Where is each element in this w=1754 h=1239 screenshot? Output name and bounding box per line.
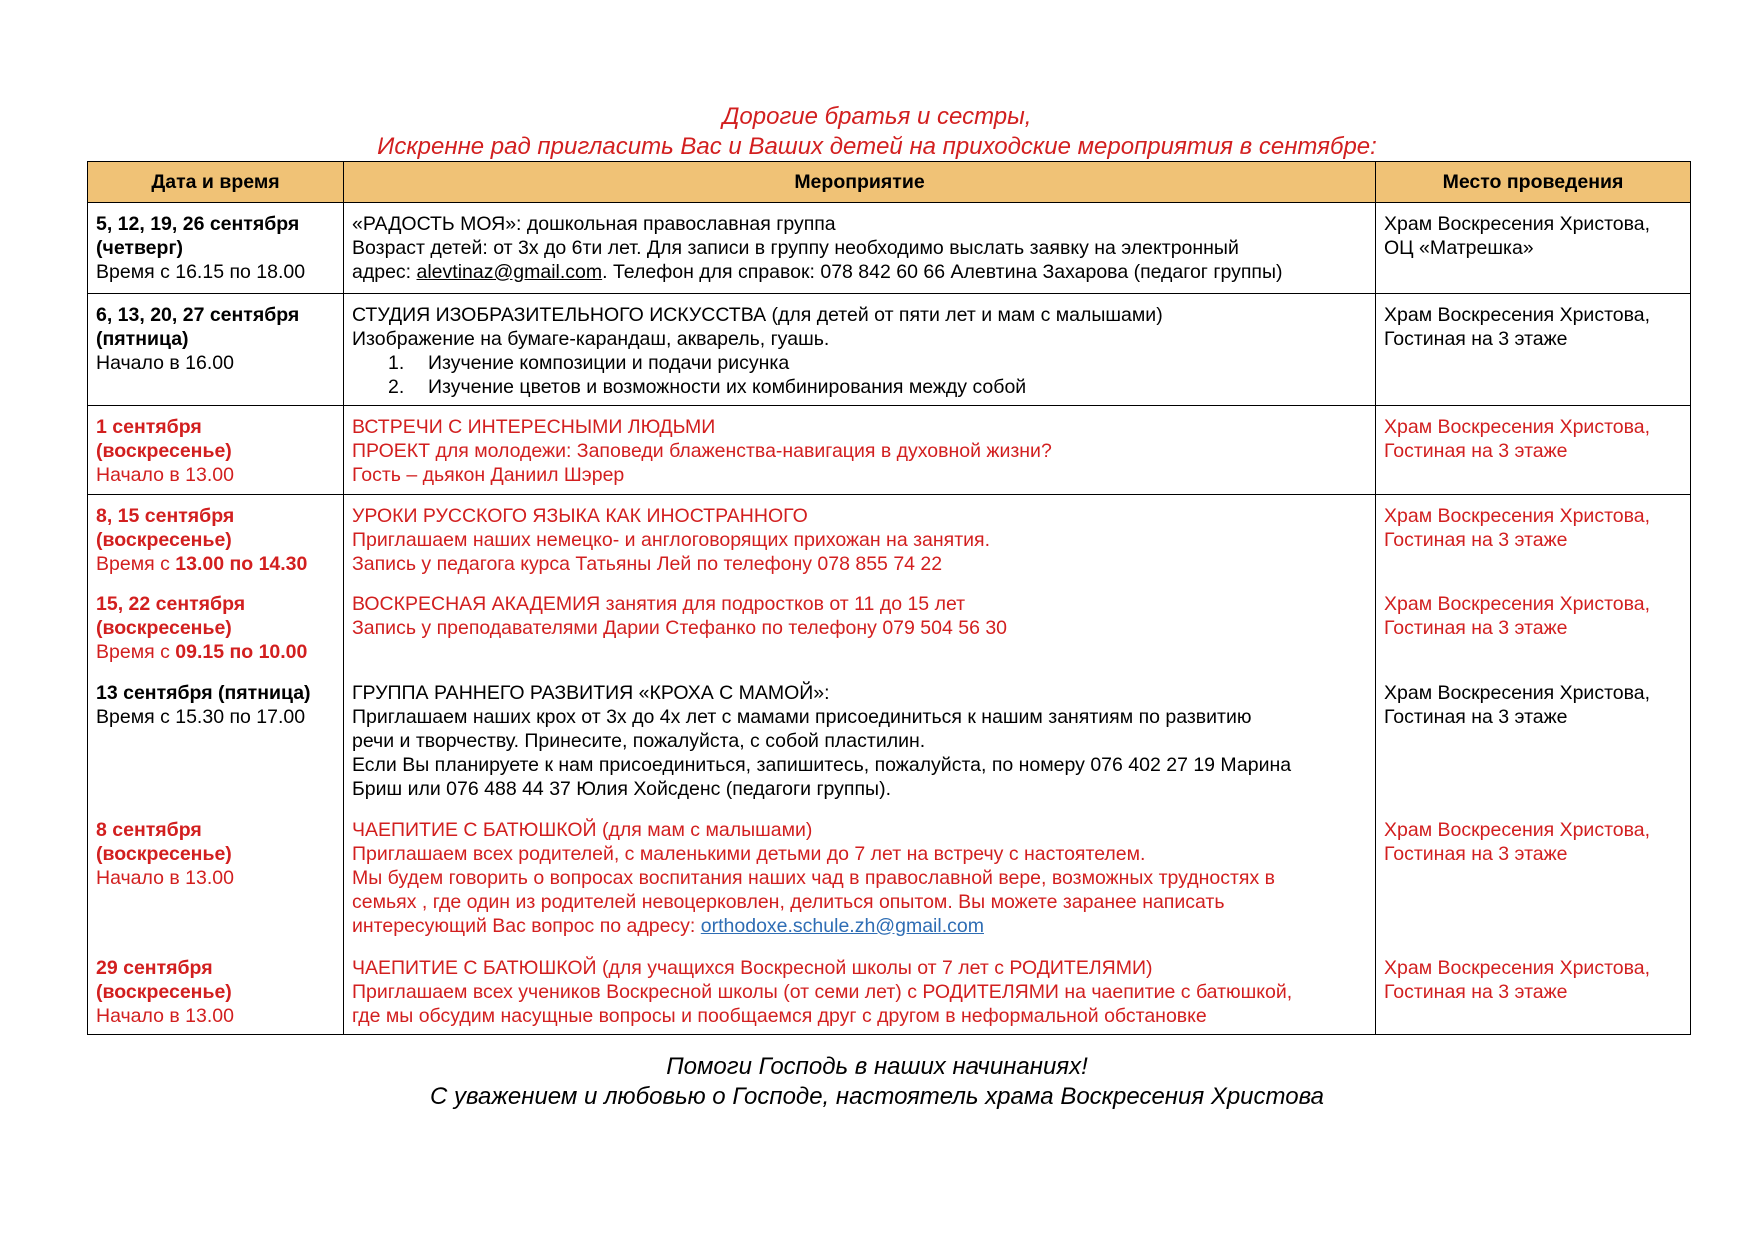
event-description: Приглашаем всех учеников Воскресной школы (от семи лет) с РОДИТЕЛЯМИ на чаепитие с батюшкой, (352, 980, 1293, 1003)
text-fragment: . Телефон для справок: 078 842 60 66 Алевтина Захарова (педагог группы) (602, 261, 1283, 283)
place-line: Храм Воскресения Христова, (1384, 956, 1651, 979)
table-row (88, 809, 1691, 947)
place-line: Гостиная на 3 этаже (1384, 529, 1568, 551)
place-cell (1376, 672, 1691, 809)
closing-line-1: Помоги Господь в наших начинаниях! (666, 1053, 1088, 1080)
list-text: Изучение композиции и подачи рисунка (428, 352, 790, 374)
date-cell (88, 947, 344, 1035)
text-fragment: Время с (96, 640, 176, 663)
event-description: где мы обсудим насущные вопросы и пообщаемся друг с другом в неформальной обстановке (352, 1004, 1207, 1027)
event-title: ВСТРЕЧИ С ИНТЕРЕСНЫМИ ЛЮДЬМИ (352, 416, 716, 438)
place-line: Гостиная на 3 этаже (1384, 616, 1568, 639)
event-description (352, 914, 1367, 938)
event-description: ПРОЕКТ для молодежи: Заповеди блаженства-навигация в духовной жизни? (352, 440, 1052, 462)
place-cell (1376, 406, 1691, 495)
column-header-event: Мероприятие (344, 162, 1376, 203)
event-title: «РАДОСТЬ МОЯ»: дошкольная православная группа (352, 213, 836, 235)
event-description: Если Вы планируете к нам присоединиться, запишитесь, пожалуйста, по номеру 076 402 27 19 Марина (352, 753, 1292, 776)
place-line: Храм Воскресения Христова, (1384, 505, 1651, 527)
event-description: Приглашаем наших крох от 3х до 4х лет с мамами присоединиться к нашим занятиям по развитию (352, 705, 1252, 728)
place-line: Гостиная на 3 этаже (1384, 980, 1568, 1003)
greeting-line-2: Искренне рад пригласить Вас и Ваших детей на приходские мероприятия в сентябре: (377, 133, 1377, 160)
event-description: Изображение на бумаге-карандаш, акварель, гуашь. (352, 328, 830, 350)
event-description: Приглашаем всех родителей, с маленькими детьми до 7 лет на встречу с настоятелем. (352, 842, 1146, 865)
event-date: 8 сентября (96, 818, 202, 841)
event-cell (344, 947, 1376, 1035)
event-date: 13 сентября (пятница) (96, 681, 311, 704)
place-line: Храм Воскресения Христова, (1384, 818, 1651, 841)
event-time (96, 640, 335, 664)
event-title: ЧАЕПИТИЕ С БАТЮШКОЙ (для учащихся Воскресной школы от 7 лет с РОДИТЕЛЯМИ) (352, 956, 1153, 979)
text-fragment: адрес: (352, 261, 417, 283)
time-range: 13.00 по 14.30 (175, 553, 308, 575)
event-description: Гость – дьякон Даниил Шэрер (352, 464, 625, 486)
event-time: Начало в 13.00 (96, 866, 234, 889)
event-cell (344, 495, 1376, 583)
event-description: Бриш или 076 488 44 37 Юлия Хойсденс (педагоги группы). (352, 777, 891, 800)
event-cell (344, 406, 1376, 495)
column-header-date: Дата и время (88, 162, 344, 203)
events-table (87, 161, 1691, 1035)
email-link[interactable]: orthodoxe.schule.zh@gmail.com (700, 914, 984, 937)
event-time: Начало в 13.00 (96, 1004, 234, 1027)
date-cell (88, 495, 344, 583)
event-description: речи и творчеству. Принесите, пожалуйста, с собой пластилин. (352, 729, 926, 752)
event-time: Начало в 16.00 (96, 352, 234, 374)
event-title: ЧАЕПИТИЕ С БАТЮШКОЙ (для мам с малышами) (352, 818, 813, 841)
place-line: ОЦ «Матрешка» (1384, 237, 1534, 259)
event-date: 5, 12, 19, 26 сентября (96, 213, 300, 235)
event-cell (344, 672, 1376, 809)
table-row (88, 947, 1691, 1035)
event-day: (воскресенье) (96, 980, 232, 1003)
event-title: ГРУППА РАННЕГО РАЗВИТИЯ «КРОХА С МАМОЙ»: (352, 681, 830, 704)
place-line: Гостиная на 3 этаже (1384, 842, 1568, 865)
date-cell (88, 672, 344, 809)
table-row (88, 583, 1691, 672)
event-description: Запись у педагога курса Татьяны Лей по телефону 078 855 74 22 (352, 553, 943, 575)
event-date: 8, 15 сентября (96, 505, 235, 527)
event-description: Запись у преподавателями Дарии Стефанко по телефону 079 504 56 30 (352, 616, 1008, 639)
list-item (352, 351, 1367, 375)
closing-line-2: С уважением и любовью о Господе, настоятель храма Воскресения Христова (430, 1083, 1324, 1110)
event-day: (воскресенье) (96, 842, 232, 865)
greeting-line-1: Дорогие братья и сестры, (722, 103, 1032, 130)
event-time: Начало в 13.00 (96, 464, 234, 486)
table-row (88, 495, 1691, 583)
event-cell (344, 203, 1376, 294)
place-line: Храм Воскресения Христова, (1384, 213, 1651, 235)
event-day: (четверг) (96, 237, 184, 259)
column-header-place: Место проведения (1376, 162, 1691, 203)
place-line: Гостиная на 3 этаже (1384, 328, 1568, 350)
event-description: Возраст детей: от 3х до 6ти лет. Для записи в группу необходимо выслать заявку на электронный (352, 237, 1239, 259)
table-row (88, 203, 1691, 294)
place-cell (1376, 294, 1691, 406)
time-range: 09.15 по 10.00 (175, 640, 308, 663)
place-line: Храм Воскресения Христова, (1384, 304, 1651, 326)
place-cell (1376, 583, 1691, 672)
event-time: Время с 15.30 по 17.00 (96, 705, 306, 728)
event-time (96, 552, 335, 576)
place-line: Храм Воскресения Христова, (1384, 681, 1651, 704)
table-row (88, 672, 1691, 809)
table-header-row (88, 162, 1691, 203)
event-day: (воскресенье) (96, 616, 232, 639)
table-row (88, 294, 1691, 406)
list-number: 2. (388, 376, 405, 398)
date-cell (88, 809, 344, 947)
date-cell (88, 583, 344, 672)
event-title: УРОКИ РУССКОГО ЯЗЫКА КАК ИНОСТРАННОГО (352, 505, 808, 527)
date-cell (88, 406, 344, 495)
event-description: Приглашаем наших немецко- и англоговорящих прихожан на занятия. (352, 529, 991, 551)
event-date: 6, 13, 20, 27 сентября (96, 304, 300, 326)
event-cell (344, 809, 1376, 947)
place-line: Гостиная на 3 этаже (1384, 440, 1568, 462)
event-title: СТУДИЯ ИЗОБРАЗИТЕЛЬНОГО ИСКУССТВА (для детей от пяти лет и мам с малышами) (352, 304, 1163, 326)
list-text: Изучение цветов и возможности их комбинирования между собой (428, 376, 1027, 398)
list-number: 1. (388, 352, 405, 374)
closing-footer (0, 1052, 1754, 1112)
event-description (352, 260, 1367, 284)
event-cell (344, 294, 1376, 406)
place-line: Храм Воскресения Христова, (1384, 592, 1651, 615)
text-fragment: Время с (96, 553, 176, 575)
event-description: Мы будем говорить о вопросах воспитания наших чад в православной вере, возможных трудностях в (352, 866, 1276, 889)
table-row (88, 406, 1691, 495)
event-date: 15, 22 сентября (96, 592, 246, 615)
event-time: Время с 16.15 по 18.00 (96, 261, 306, 283)
event-description: семьях , где один из родителей невоцерковлен, делиться опытом. Вы можете заранее написать (352, 890, 1225, 913)
event-cell (344, 583, 1376, 672)
event-day: (пятница) (96, 328, 189, 350)
list-item (352, 375, 1367, 399)
event-date: 1 сентября (96, 416, 202, 438)
event-title: ВОСКРЕСНАЯ АКАДЕМИЯ занятия для подростков от 11 до 15 лет (352, 592, 966, 615)
place-cell (1376, 495, 1691, 583)
place-cell (1376, 203, 1691, 294)
event-day: (воскресенье) (96, 529, 232, 551)
place-cell (1376, 947, 1691, 1035)
event-date: 29 сентября (96, 956, 213, 979)
text-fragment: интересующий Вас вопрос по адресу: (352, 914, 701, 937)
place-line: Храм Воскресения Христова, (1384, 416, 1651, 438)
email-link[interactable]: alevtinaz@gmail.com (416, 261, 603, 283)
date-cell (88, 294, 344, 406)
place-cell (1376, 809, 1691, 947)
greeting-header (0, 102, 1754, 162)
place-line: Гостиная на 3 этаже (1384, 705, 1568, 728)
event-day: (воскресенье) (96, 440, 232, 462)
date-cell (88, 203, 344, 294)
